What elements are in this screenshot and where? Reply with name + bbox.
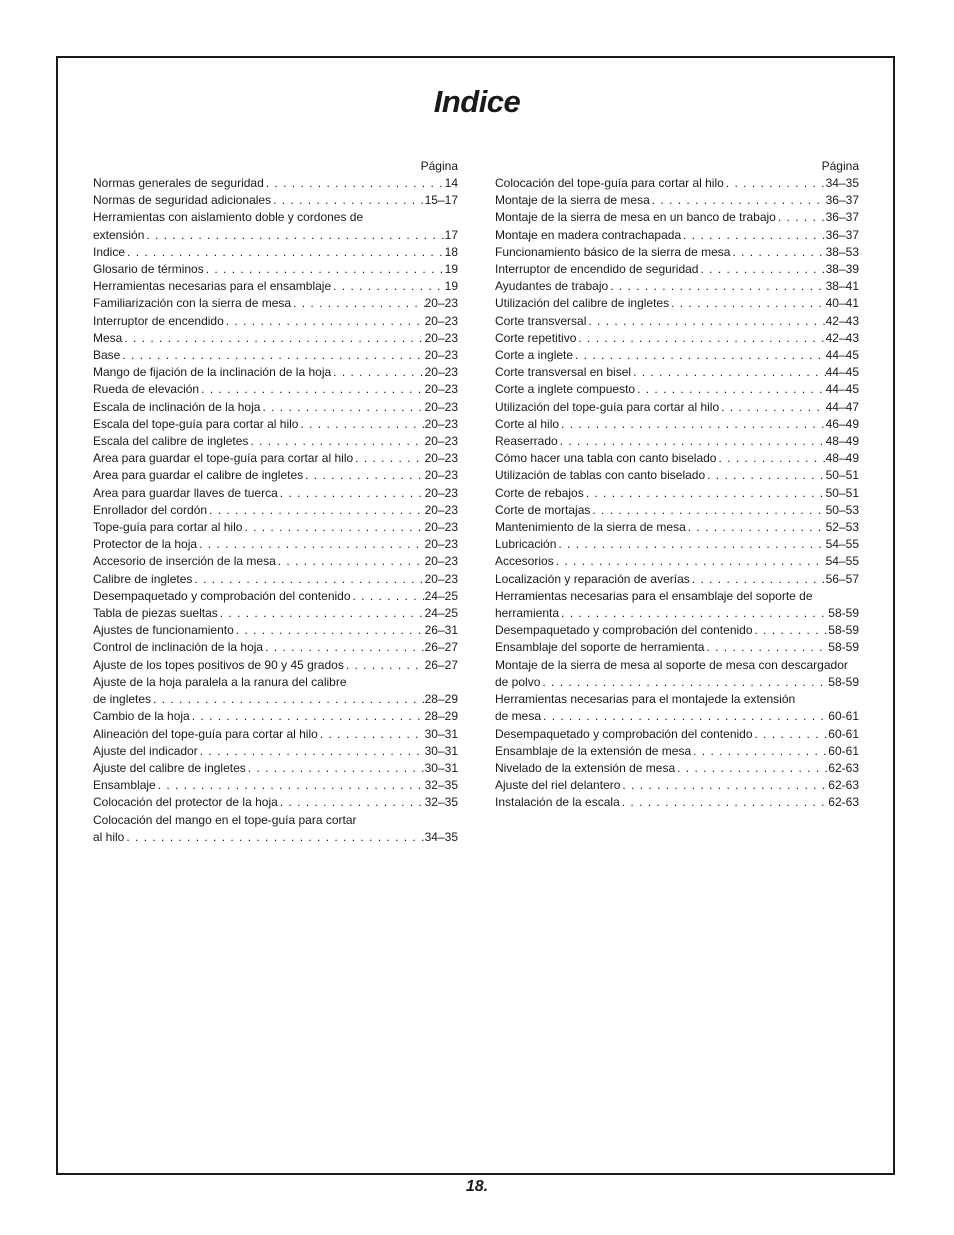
toc-entry (93, 347, 458, 364)
toc-entry-label: Area para guardar el calibre de ingletes (93, 468, 304, 483)
dot-leader (631, 364, 826, 381)
dot-leader (264, 175, 445, 192)
toc-entry-pages: 46–49 (825, 416, 859, 431)
toc-entry-pages: 20–23 (424, 348, 458, 363)
toc-entry (93, 519, 458, 536)
toc-entry (495, 571, 859, 588)
toc-entry-label: Ensamblaje del soporte de herramienta (495, 640, 705, 655)
toc-entry-pages: 58-59 (828, 674, 859, 689)
dot-leader (730, 244, 825, 261)
toc-entry-label: Interruptor de encendido (93, 313, 224, 328)
toc-entry-pages: 24–25 (424, 588, 458, 603)
dot-leader (719, 399, 826, 416)
toc-entry (93, 760, 458, 777)
toc-entry (93, 657, 458, 674)
toc-entry-label: Utilización del calibre de ingletes (495, 296, 670, 311)
dot-leader (586, 313, 825, 330)
toc-entry (495, 330, 859, 347)
toc-entry (495, 295, 859, 312)
dot-leader (331, 278, 445, 295)
dot-leader (271, 192, 425, 209)
dot-leader (190, 708, 425, 725)
toc-entry-pages: 30–31 (424, 743, 458, 758)
toc-entry-pages: 17 (444, 227, 458, 242)
toc-entry-label: Desempaquetado y comprobación del contenido (495, 623, 753, 638)
toc-entry (93, 330, 458, 347)
toc-entry (93, 467, 458, 484)
toc-entry-pages: 20–23 (424, 554, 458, 569)
dot-leader (584, 485, 826, 502)
toc-entry (495, 502, 859, 519)
toc-entry (495, 175, 859, 192)
toc-entry-pages: 34–35 (424, 829, 458, 844)
dot-leader (650, 192, 826, 209)
toc-entry-pages: 20–23 (424, 502, 458, 517)
toc-entry-label: herramienta (495, 606, 560, 621)
dot-leader (218, 605, 425, 622)
dot-leader (246, 760, 425, 777)
toc-entry-label: Corte a inglete (495, 348, 574, 363)
toc-entry (495, 192, 859, 209)
toc-entry-label: Mesa (93, 330, 123, 345)
dot-leader (197, 536, 425, 553)
toc-entry-label: Corte transversal en bisel (495, 365, 632, 380)
toc-column-right (495, 158, 859, 812)
toc-entry-pages: 36–37 (825, 227, 859, 242)
toc-entry-pages: 20–23 (424, 468, 458, 483)
toc-entry-pages: 58-59 (828, 623, 859, 638)
toc-entry-pages: 60-61 (828, 726, 859, 741)
toc-entry-label: Ajuste del riel delantero (495, 778, 621, 793)
dot-leader (576, 330, 825, 347)
toc-entry-pages: 20–23 (424, 537, 458, 552)
toc-entry (93, 536, 458, 553)
toc-entry-label: Base (93, 348, 121, 363)
toc-entry-pages: 50–51 (825, 485, 859, 500)
toc-entry (495, 467, 859, 484)
toc-entry (495, 364, 859, 381)
toc-entry-title-line: Herramientas necesarias para el ensamblaje del soporte de (495, 588, 813, 603)
toc-entry-pages: 18 (444, 244, 458, 259)
toc-entry-label: Desempaquetado y comprobación del contenido (93, 588, 351, 603)
toc-entry-label: Utilización del tope-guía para cortar al hilo (495, 399, 720, 414)
toc-entry-pages: 20–23 (424, 485, 458, 500)
toc-entry-label: Corte de mortajas (495, 502, 591, 517)
toc-entry (495, 244, 859, 261)
dot-leader (698, 261, 825, 278)
toc-entry-label: Lubricación (495, 537, 557, 552)
toc-entry-label: Montaje de la sierra de mesa (495, 193, 650, 208)
dot-leader (559, 416, 826, 433)
toc-entry-pages: 28–29 (424, 709, 458, 724)
dot-leader (556, 536, 825, 553)
dot-leader (278, 794, 425, 811)
toc-entry-pages: 54–55 (825, 554, 859, 569)
toc-entry (495, 450, 859, 467)
dot-leader (681, 227, 826, 244)
toc-entry-label: Ensamblaje de la extensión de mesa (495, 743, 692, 758)
toc-entry-label: Desempaquetado y comprobación del contenido (495, 726, 753, 741)
toc-entry-pages: 20–23 (424, 520, 458, 535)
toc-entry (495, 657, 859, 691)
dot-leader (122, 330, 424, 347)
toc-entry-label: Corte transversal (495, 313, 587, 328)
toc-entry-pages: 20–23 (424, 296, 458, 311)
dot-leader (242, 519, 424, 536)
toc-entry (495, 416, 859, 433)
toc-entry-pages: 28–29 (424, 692, 458, 707)
toc-column-left (93, 158, 458, 846)
toc-entry-pages: 50–53 (825, 502, 859, 517)
toc-entry (495, 399, 859, 416)
dot-leader (151, 691, 425, 708)
toc-entry-label: Mango de fijación de la inclinación de la hoja (93, 365, 332, 380)
dot-leader (291, 295, 425, 312)
toc-entry-pages: 24–25 (424, 606, 458, 621)
dot-leader (204, 261, 445, 278)
toc-entry (495, 381, 859, 398)
dot-leader (198, 743, 425, 760)
toc-entry-label: Montaje de la sierra de mesa en un banco de trabajo (495, 210, 776, 225)
toc-entry (495, 227, 859, 244)
dot-leader (776, 209, 826, 226)
toc-entry-pages: 44–47 (825, 399, 859, 414)
toc-entry-pages: 26–31 (424, 623, 458, 638)
page-title: Indice (433, 84, 521, 119)
toc-entry (93, 622, 458, 639)
dot-leader (559, 605, 828, 622)
dot-leader (716, 450, 825, 467)
toc-entry-pages: 60-61 (828, 743, 859, 758)
toc-entry-label: Familiarización con la sierra de mesa (93, 296, 292, 311)
toc-entry (495, 278, 859, 295)
dot-leader (353, 450, 424, 467)
toc-entry-pages: 48–49 (825, 434, 859, 449)
dot-leader (540, 674, 828, 691)
dot-leader (351, 588, 425, 605)
toc-entry (93, 485, 458, 502)
toc-entry-pages: 30–31 (424, 726, 458, 741)
toc-entry-pages: 62-63 (828, 778, 859, 793)
toc-entry-label: Corte repetitivo (495, 330, 577, 345)
dot-leader (263, 639, 425, 656)
toc-entry-label: Glosario de términos (93, 262, 204, 277)
toc-entry (93, 553, 458, 570)
dot-leader (331, 364, 424, 381)
toc-entry-label: Area para guardar el tope-guía para cortar al hilo (93, 451, 354, 466)
toc-entry (93, 175, 458, 192)
dot-leader (724, 175, 826, 192)
toc-entry (495, 760, 859, 777)
toc-entry (93, 261, 458, 278)
dot-leader (554, 553, 826, 570)
toc-entry-label: Ajuste del indicador (93, 743, 198, 758)
dot-leader (669, 295, 826, 312)
toc-entry-label: Escala de inclinación de la hoja (93, 399, 261, 414)
dot-leader (276, 553, 425, 570)
toc-entry-label: Nivelado de la extensión de mesa (495, 760, 676, 775)
toc-entry-pages: 60-61 (828, 709, 859, 724)
dot-leader (260, 399, 424, 416)
toc-entry (93, 777, 458, 794)
dot-leader (690, 571, 826, 588)
toc-entry (93, 571, 458, 588)
toc-entry-label: extensión (93, 227, 145, 242)
dot-leader (686, 519, 826, 536)
toc-entry-pages: 30–31 (424, 760, 458, 775)
toc-entry (93, 381, 458, 398)
toc-entry (93, 726, 458, 743)
toc-entry-label: Tabla de piezas sueltas (93, 606, 218, 621)
dot-leader (691, 743, 828, 760)
toc-entry-pages: 20–23 (424, 399, 458, 414)
toc-entry (93, 743, 458, 760)
dot-leader (541, 708, 828, 725)
dot-leader (704, 639, 828, 656)
toc-entry-pages: 15–17 (424, 193, 458, 208)
toc-entry-label: Escala del calibre de ingletes (93, 434, 249, 449)
toc-entry-pages: 36–37 (825, 193, 859, 208)
toc-entry (93, 364, 458, 381)
dot-leader (675, 760, 828, 777)
toc-entry-label: Indice (93, 244, 126, 259)
dot-leader (144, 227, 444, 244)
toc-entry (495, 777, 859, 794)
toc-entry (93, 639, 458, 656)
toc-entry-pages: 52–53 (825, 520, 859, 535)
toc-entry-label: de polvo (495, 674, 541, 689)
dot-leader (590, 502, 825, 519)
dot-leader (192, 571, 424, 588)
toc-entry-label: Ensamblaje (93, 778, 156, 793)
toc-entry-pages: 14 (444, 176, 458, 190)
toc-entry-label: Rueda de elevación (93, 382, 200, 397)
toc-entry (495, 622, 859, 639)
toc-entry-label: Area para guardar llaves de tuerca (93, 485, 278, 500)
dot-leader (573, 347, 826, 364)
toc-entry-pages: 20–23 (424, 416, 458, 431)
toc-entry (93, 588, 458, 605)
toc-entry-pages: 38–41 (825, 279, 859, 294)
page-number: 18. (465, 1178, 489, 1195)
toc-entry (93, 674, 458, 708)
toc-entry-pages: 38–53 (825, 244, 859, 259)
toc-entry-pages: 44–45 (825, 348, 859, 363)
toc-entry-label: Tope-guía para cortar al hilo (93, 520, 243, 535)
toc-entry-label: de mesa (495, 709, 542, 724)
toc-entry-label: Colocación del tope-guía para cortar al hilo (495, 176, 724, 190)
toc-entry-pages: 62-63 (828, 795, 859, 810)
dot-leader (344, 657, 425, 674)
toc-entry-label: Ajuste del calibre de ingletes (93, 760, 246, 775)
toc-entry (495, 691, 859, 725)
toc-entry (93, 450, 458, 467)
toc-entry-pages: 58-59 (828, 606, 859, 621)
dot-leader (303, 467, 424, 484)
page-column-header: Página (420, 159, 458, 173)
toc-entry-label: Utilización de tablas con canto biselado (495, 468, 706, 483)
toc-entry-title-line: Montaje de la sierra de mesa al soporte de mesa con descargador (495, 657, 848, 672)
dot-leader (608, 278, 825, 295)
toc-entry-pages: 56–57 (825, 571, 859, 586)
toc-entry-label: Montaje en madera contrachapada (495, 227, 682, 242)
toc-entry-label: Herramientas necesarias para el ensamblaje (93, 279, 332, 294)
toc-entry (495, 794, 859, 811)
toc-entry (93, 433, 458, 450)
toc-entry-pages: 62-63 (828, 760, 859, 775)
toc-entry-pages: 20–23 (424, 365, 458, 380)
dot-leader (635, 381, 826, 398)
toc-entry-label: Mantenimiento de la sierra de mesa (495, 520, 686, 535)
dot-leader (156, 777, 425, 794)
toc-entry (93, 209, 458, 243)
toc-entry-pages: 26–27 (424, 640, 458, 655)
toc-entry-label: Colocación del protector de la hoja (93, 795, 278, 810)
toc-entry (93, 278, 458, 295)
dot-leader (199, 381, 425, 398)
toc-entry-pages: 42–43 (825, 330, 859, 345)
dot-leader (318, 726, 425, 743)
dot-leader (234, 622, 425, 639)
toc-entry (495, 588, 859, 622)
toc-entry (495, 347, 859, 364)
toc-entry (93, 708, 458, 725)
dot-leader (248, 433, 424, 450)
toc-entry-title-line: Colocación del mango en el tope-guía para cortar (93, 812, 357, 827)
toc-entry-label: Corte al hilo (495, 416, 560, 431)
dot-leader (753, 726, 829, 743)
toc-entry (495, 536, 859, 553)
toc-entry-pages: 58-59 (828, 640, 859, 655)
toc-entry-label: Localización y reparación de averías (495, 571, 690, 586)
toc-entry (495, 639, 859, 656)
dot-leader (620, 777, 828, 794)
toc-entry-label: Ajustes de funcionamiento (93, 623, 234, 638)
toc-entry-label: Ayudantes de trabajo (495, 279, 609, 294)
toc-entry-label: Accesorio de inserción de la mesa (93, 554, 276, 569)
toc-entry-title-line: Herramientas necesarias para el montajede la extensión (495, 692, 796, 707)
page-column-header: Página (821, 159, 859, 173)
toc-entry-label: al hilo (93, 829, 125, 844)
toc-entry (495, 743, 859, 760)
dot-leader (705, 467, 825, 484)
toc-entry-label: Ajuste de los topes positivos de 90 y 45 grados (93, 657, 344, 672)
toc-entry (93, 812, 458, 846)
toc-entry-pages: 26–27 (424, 657, 458, 672)
toc-entry-pages: 20–23 (424, 434, 458, 449)
toc-entry-label: Corte de rebajos (495, 485, 584, 500)
toc-entry-title-line: Herramientas con aislamiento doble y cordones de (93, 210, 364, 225)
toc-entry-title-line: Ajuste de la hoja paralela a la ranura del calibre (93, 674, 347, 689)
toc-entry-label: Accesorios (495, 554, 554, 569)
toc-entry-pages: 32–35 (424, 778, 458, 793)
toc-entry (93, 605, 458, 622)
toc-entry-label: Cambio de la hoja (93, 709, 190, 724)
toc-entry (93, 794, 458, 811)
toc-entry-pages: 42–43 (825, 313, 859, 328)
toc-entry-label: Protector de la hoja (93, 537, 198, 552)
toc-entry-pages: 20–23 (424, 382, 458, 397)
toc-entry-pages: 54–55 (825, 537, 859, 552)
toc-entry-label: Alineación del tope-guía para cortar al hilo (93, 726, 318, 741)
toc-entry-label: Corte a inglete compuesto (495, 382, 636, 397)
dot-leader (125, 244, 445, 261)
toc-entry (495, 553, 859, 570)
toc-entry-label: Instalación de la escala (495, 795, 620, 810)
toc-entry-label: de ingletes (93, 692, 152, 707)
toc-entry-label: Interruptor de encendido de seguridad (495, 262, 699, 277)
toc-entry (93, 313, 458, 330)
toc-entry-pages: 32–35 (424, 795, 458, 810)
dot-leader (298, 416, 424, 433)
toc-entry-pages: 40–41 (825, 296, 859, 311)
toc-entry-label: Cómo hacer una tabla con canto biselado (495, 451, 717, 466)
toc-entry (93, 399, 458, 416)
toc-entry-pages: 50–51 (825, 468, 859, 483)
dot-leader (224, 313, 425, 330)
toc-entry-pages: 34–35 (825, 176, 859, 190)
dot-leader (124, 829, 424, 846)
dot-leader (753, 622, 829, 639)
toc-entry-pages: 19 (444, 262, 458, 277)
toc-entry (495, 313, 859, 330)
toc-entry-pages: 44–45 (825, 365, 859, 380)
toc-entry-label: Calibre de ingletes (93, 571, 193, 586)
dot-leader (620, 794, 829, 811)
dot-leader (207, 502, 425, 519)
toc-entry (495, 433, 859, 450)
toc-entry-pages: 19 (444, 279, 458, 294)
toc-entry (495, 485, 859, 502)
toc-entry-label: Enrollador del cordón (93, 502, 208, 517)
toc-entry (495, 519, 859, 536)
toc-entry-pages: 20–23 (424, 451, 458, 466)
toc-entry (93, 244, 458, 261)
toc-entry-pages: 48–49 (825, 451, 859, 466)
dot-leader (558, 433, 826, 450)
toc-entry-pages: 44–45 (825, 382, 859, 397)
toc-entry-label: Normas de seguridad adicionales (93, 193, 272, 208)
toc-entry (495, 209, 859, 226)
toc-entry-pages: 38–39 (825, 262, 859, 277)
toc-entry-label: Control de inclinación de la hoja (93, 640, 264, 655)
toc-entry-pages: 20–23 (424, 313, 458, 328)
toc-entry-label: Reaserrado (495, 434, 558, 449)
toc-entry (93, 502, 458, 519)
toc-entry-pages: 36–37 (825, 210, 859, 225)
toc-entry-label: Escala del tope-guía para cortar al hilo (93, 416, 299, 431)
toc-entry-pages: 20–23 (424, 571, 458, 586)
toc-entry-label: Funcionamiento básico de la sierra de mesa (495, 244, 731, 259)
toc-entry (93, 192, 458, 209)
toc-entry (495, 726, 859, 743)
toc-entry (93, 295, 458, 312)
dot-leader (120, 347, 424, 364)
toc-entry-label: Normas generales de seguridad (93, 176, 264, 190)
toc-entry (495, 261, 859, 278)
dot-leader (278, 485, 425, 502)
toc-entry-pages: 20–23 (424, 330, 458, 345)
toc-entry (93, 416, 458, 433)
